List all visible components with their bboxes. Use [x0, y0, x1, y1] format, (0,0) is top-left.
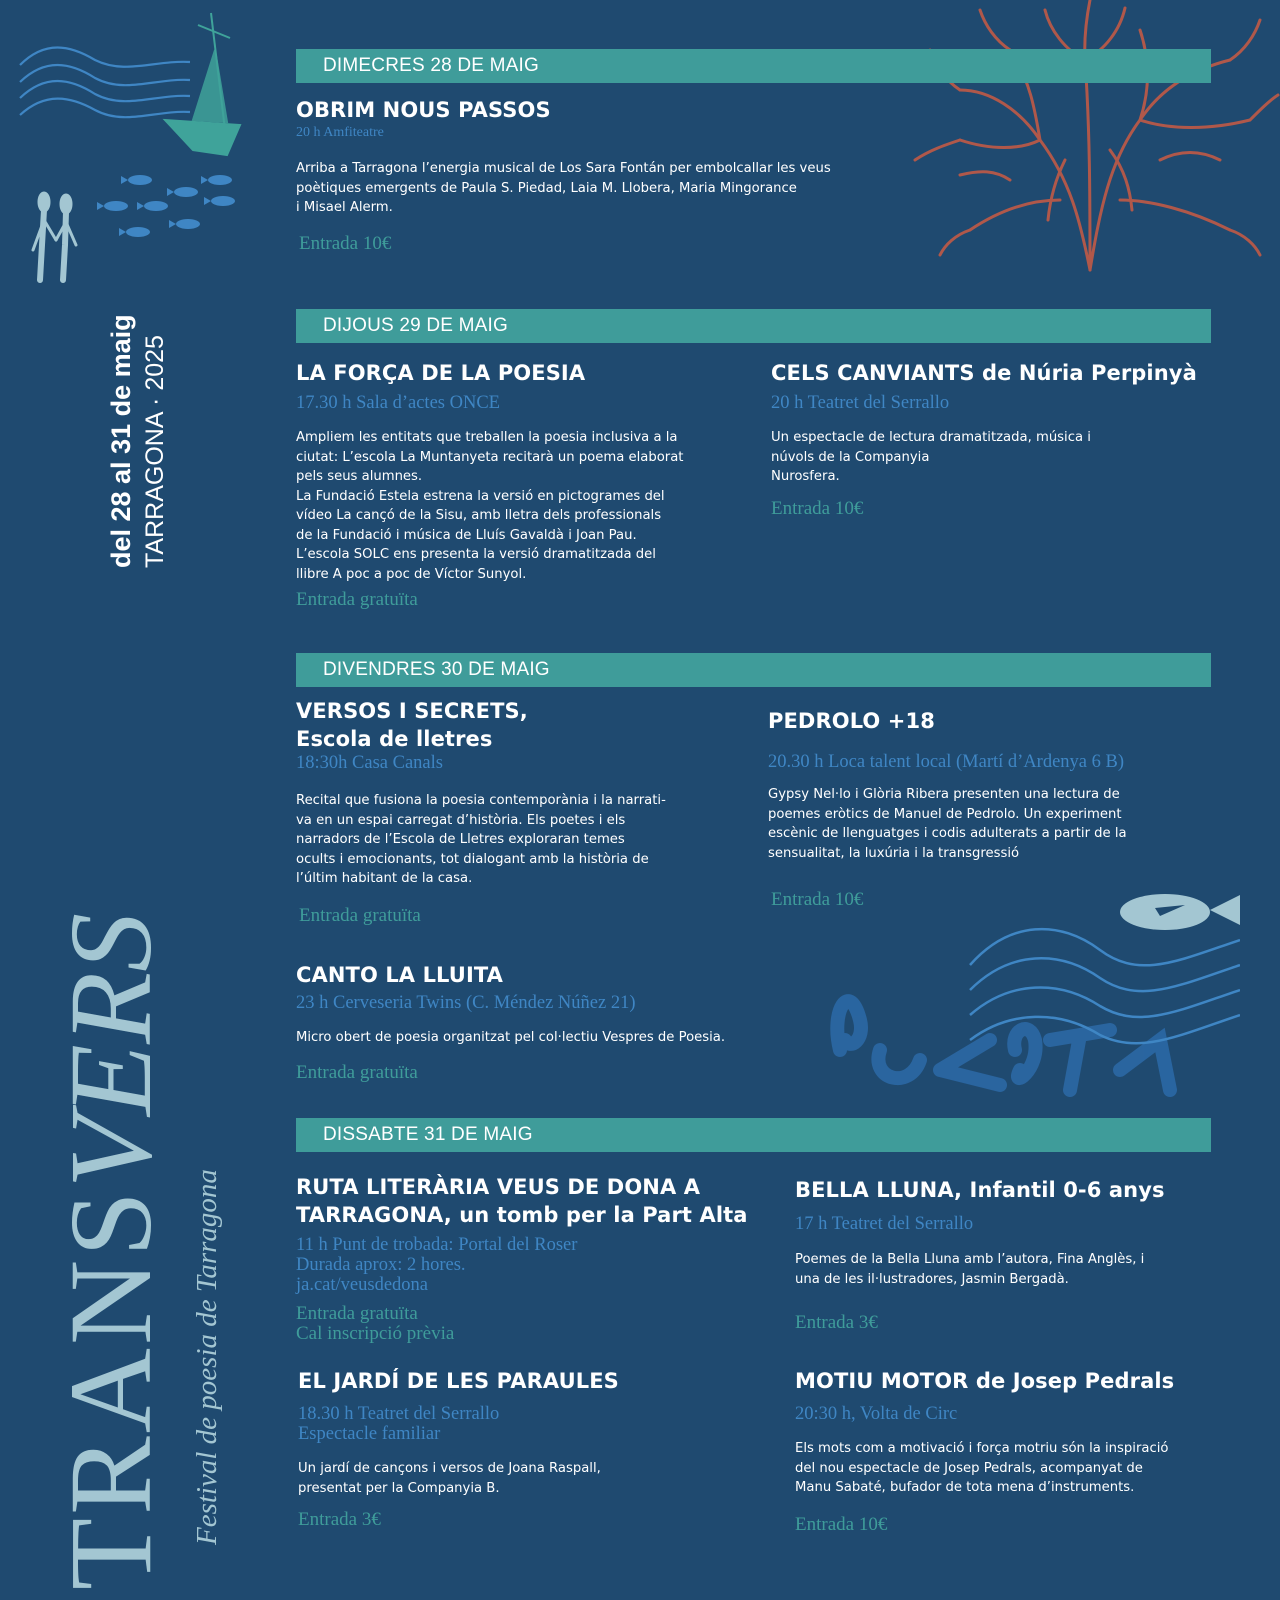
- event-title: BELLA LLUNA, Infantil 0-6 anys: [795, 1178, 1165, 1202]
- event-title-line2: TARRAGONA, un tomb per la Part Alta: [296, 1203, 748, 1227]
- waves-boat-illustration: [15, 10, 245, 160]
- event-ruta-literaria: [296, 1173, 766, 1344]
- event-title-line1: VERSOS I SECRETS,: [296, 699, 528, 723]
- event-motiu-motor: [795, 1367, 1215, 1535]
- event-title: OBRIM NOUS PASSOS: [296, 98, 551, 122]
- logo-vers: VERS: [45, 912, 176, 1189]
- event-time: 23 h Cerveseria Twins (C. Méndez Núñez 21): [296, 993, 636, 1013]
- event-time-line2: Durada aprox: 2 hores.: [296, 1255, 466, 1275]
- event-time-line1: 11 h Punt de trobada: Portal del Roser: [296, 1235, 578, 1255]
- event-description: Ampliem les entitats que treballen la poesia inclusiva a la ciutat: L’escola La Muntanyeta recitarà un poema elaborat pels seus alumnes. La Fundació Estela estrena la versió en pictogrames del vídeo La cançó de la Sisu, amb lletra dels professionals de la Fundació i música de Lluís Gavaldà i Joan Pau. L’escola SOLC ens presenta la versió dramatitzada del llibre A poc a poc de Víctor Sunyol.: [296, 430, 684, 582]
- event-time: 20:30 h, Volta de Circ: [795, 1404, 958, 1424]
- festival-logo: [45, 912, 176, 1590]
- event-title: CELS CANVIANTS de Núria Perpinyà: [771, 361, 1197, 385]
- event-price: Entrada 10€: [771, 497, 864, 519]
- event-time: 20 h Teatret del Serrallo: [771, 393, 950, 413]
- event-price-note: Cal inscripció prèvia: [296, 1323, 455, 1344]
- event-price: Entrada 10€: [795, 1513, 888, 1535]
- event-description: Gypsy Nel·lo i Glòria Ribera presenten una lectura de poemes eròtics de Manuel de Pedrolo. Un experiment escènic de llenguatges i codis adulterats a partir de la sensualitat, la luxúria i la transgressió: [768, 787, 1127, 861]
- event-time-line1: 18.30 h Teatret del Serrallo: [298, 1404, 500, 1424]
- event-price: Entrada gratuïta: [296, 1303, 418, 1324]
- event-description: Un espectacle de lectura dramatitzada, música i núvols de la Companyia Nurosfera.: [771, 430, 1091, 484]
- logo-trans: TRANS: [45, 1188, 176, 1590]
- event-title: CANTO LA LLUITA: [296, 963, 503, 987]
- event-obrim-nous-passos: [296, 96, 916, 254]
- coral-illustration: [900, 0, 1280, 280]
- event-description: Un jardí de cançons i versos de Joana Raspall, presentat per la Companyia B.: [298, 1461, 601, 1496]
- event-title-line1: RUTA LITERÀRIA VEUS DE DONA A: [296, 1175, 701, 1199]
- event-la-forca-de-la-poesia: [296, 359, 736, 610]
- event-time: 18:30h Casa Canals: [296, 753, 443, 773]
- day-header-thursday: DIJOUS 29 DE MAIG: [296, 309, 1211, 343]
- event-description: Els mots com a motivació i força motriu són la inspiració del nou espectacle de Josep Pedrals, acompanyat de Manu Sabaté, bufador de tota mena d’instruments.: [795, 1441, 1169, 1495]
- event-price: Entrada 10€: [299, 232, 392, 254]
- event-time: 17 h Teatret del Serrallo: [795, 1214, 974, 1234]
- event-canto-la-lluita: [296, 961, 816, 1083]
- event-title: EL JARDÍ DE LES PARAULES: [298, 1369, 619, 1393]
- event-price: Entrada 10€: [771, 889, 864, 910]
- day-header-saturday: DISSABTE 31 DE MAIG: [296, 1118, 1211, 1152]
- fish-school-illustration: [88, 170, 248, 240]
- event-link[interactable]: ja.cat/veusdedona: [296, 1275, 429, 1295]
- event-title: MOTIU MOTOR de Josep Pedrals: [795, 1369, 1175, 1393]
- event-description: Poemes de la Bella Lluna amb l’autora, Fina Anglès, i una de les il·lustradores, Jasmin Bergadà.: [795, 1252, 1145, 1287]
- event-el-jardi-de-les-paraules: [298, 1367, 738, 1530]
- event-pedrolo-18: [768, 707, 1208, 910]
- event-price: Entrada 3€: [795, 1312, 878, 1333]
- event-price: Entrada 3€: [298, 1509, 381, 1530]
- event-title: PEDROLO +18: [768, 709, 935, 733]
- figures-illustration: [28, 190, 88, 285]
- event-time: 20 h Amfiteatre: [296, 125, 384, 140]
- event-versos-i-secrets: [296, 697, 736, 926]
- event-price: Entrada gratuïta: [299, 904, 421, 926]
- festival-subtitle: Festival de poesia de Tarragona: [191, 1169, 223, 1545]
- event-time: 17.30 h Sala d’actes ONCE: [296, 393, 500, 413]
- event-description: Recital que fusiona la poesia contemporània i la narrati- va en un espai carregat d’història. Els poetes i els narradors de l’Escola de Lletres exploraran temes ocults i emocionants, tot dialogant amb la història de l’últim habitant de la casa.: [296, 793, 666, 886]
- event-bella-lluna: [795, 1176, 1215, 1333]
- event-time-line2: Espectacle familiar: [298, 1424, 441, 1444]
- event-description: Arriba a Tarragona l’energia musical de Los Sara Fontán per embolcallar les veus poètiques emergents de Paula S. Piedad, Laia M. Llobera, Maria Mingorance i Misael Alerm.: [296, 161, 831, 215]
- event-time: 20.30 h Loca talent local (Martí d’Ardenya 6 B): [768, 752, 1125, 772]
- event-price: Entrada gratuïta: [296, 589, 418, 610]
- event-description: Micro obert de poesia organitzat pel col·lectiu Vespres de Poesia.: [296, 1030, 726, 1045]
- day-header-friday: DIVENDRES 30 DE MAIG: [296, 653, 1211, 687]
- event-title-line2: Escola de lletres: [296, 727, 493, 751]
- festival-dates: del 28 al 31 de maig: [106, 314, 136, 568]
- event-title: LA FORÇA DE LA POESIA: [296, 361, 586, 385]
- event-cels-canviants: [771, 359, 1211, 519]
- event-price: Entrada gratuïta: [296, 1061, 418, 1083]
- festival-place-year: TARRAGONA · 2025: [141, 335, 169, 568]
- day-header-wednesday: DIMECRES 28 DE MAIG: [296, 49, 1211, 83]
